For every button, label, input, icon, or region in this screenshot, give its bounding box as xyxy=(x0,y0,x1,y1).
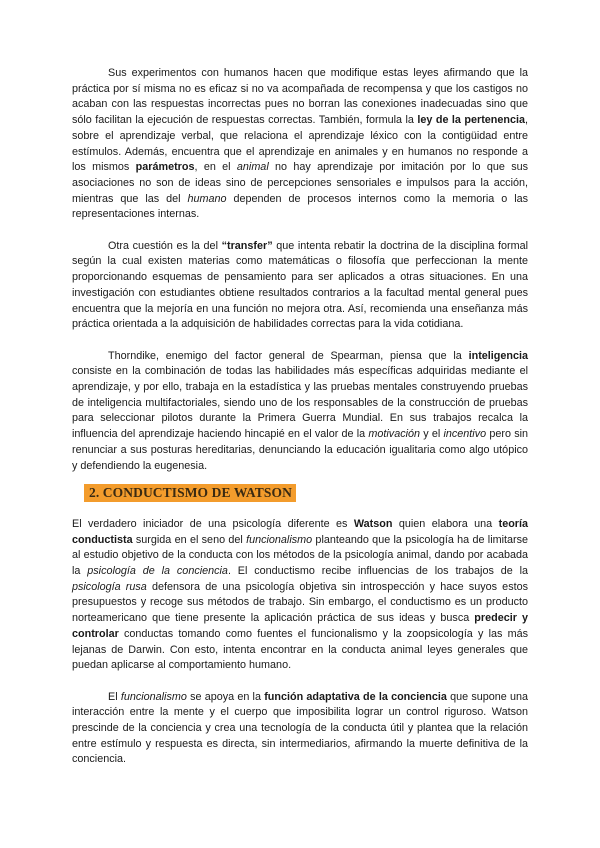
italic-term: animal xyxy=(236,161,269,174)
paragraph-intelligence xyxy=(72,349,528,475)
text-run: Otra cuestión es la del xyxy=(108,239,222,252)
text-run: Sus experimentos con humanos hacen que modifique estas leyes afirmando que la práctica por sí misma no es eficaz si no va acompañada de recompensa y que los castigos no acaban con las respuestas incorrectas pues no borran las conexiones inadecuadas sino que sólo facilitan la ejecución de respuestas correctas. También, formula la xyxy=(72,67,528,127)
paragraph-functionalism xyxy=(72,690,528,769)
bold-term: predecir y controlar xyxy=(72,612,528,640)
text-run: planteando que la psicología ha de limitarse al estudio objetivo de la conducta con los métodos de la psicología animal, dando por acabada la xyxy=(72,533,528,578)
text-run: quien elabora una xyxy=(392,517,499,530)
bold-term: Watson xyxy=(353,517,393,530)
italic-term: humano xyxy=(187,192,227,205)
text-run: pero sin renunciar a sus posturas hereditarias, denunciando la educación igualitaria como algo utópico y defendiendo la eugenesia. xyxy=(72,428,528,472)
document-page xyxy=(72,66,528,768)
text-run: que intenta rebatir la doctrina de la disciplina formal según la cual existen materias como matemáticas o filosofía que perfeccionan la mente proporcionando esquemas de pensamiento para ser aplicados a otras situaciones. En una investigación con estudiantes obtiene resultados contrarios a la facultad mental general pues encuentra que la mejoría en una función no mejora otra. Así, recomienda una enseñanza más práctica orientada a la adquisición de habilidades correctas para la vida cotidiana. xyxy=(72,239,528,331)
section-heading-wrap xyxy=(84,484,528,503)
paragraph-gap xyxy=(72,223,528,239)
text-run: conductas tomando como fuentes el funcionalismo y la zoopsicología y las más lejanas de Darwin. Con esto, intenta encontrar en la conducta animal leyes generales que puedan aplicarse al comportamiento humano. xyxy=(72,627,528,672)
italic-term: funcionalismo xyxy=(120,690,187,703)
text-run: , en el xyxy=(194,161,237,174)
bold-term: teoría conductista xyxy=(72,517,528,546)
text-run: dependen de procesos internos como la memoria o las representaciones internas. xyxy=(72,192,529,221)
paragraph-gap xyxy=(72,333,528,349)
paragraph-watson-intro xyxy=(72,517,528,674)
paragraph-gap xyxy=(72,674,528,690)
text-run: y el xyxy=(420,428,444,441)
italic-term: incentivo xyxy=(443,428,487,441)
italic-term: motivación xyxy=(368,428,421,441)
text-run: Thorndike, enemigo del factor general de Spearman, piensa que la xyxy=(108,349,469,362)
italic-term: psicología rusa xyxy=(72,580,147,593)
text-run: defensora de una psicología objetiva sin introspección y hace suyos estos presupuestos y recoge sus métodos de trabajo. Sin embargo, el conductismo es un producto norteamericano que tiene presente la aplicación práctica de sus ideas y busca xyxy=(72,580,528,625)
paragraph-thorndike-experiments xyxy=(72,66,528,223)
text-run: El xyxy=(108,690,121,703)
section-heading: 2. CONDUCTISMO DE WATSON xyxy=(84,484,296,502)
bold-term: función adaptativa de la conciencia xyxy=(264,690,447,703)
text-run: consiste en la combinación de todas las habilidades más específicas adquiridas mediante el aprendizaje, y por ello, trabaja en la estadística y las pruebas mentales construyendo pruebas de inteligencia multifactoriales, siendo uno de los responsables de la construcción de pruebas para seleccionar pilotos durante la Primera Guerra Mundial. En sus trabajos recalca la influencia del aprendizaje haciendo hincapié en el valor de la xyxy=(72,365,528,441)
bold-term: “transfer” xyxy=(221,239,273,252)
italic-term: psicología de la conciencia xyxy=(87,565,228,578)
bold-term: parámetros xyxy=(135,161,195,174)
text-run: . El conductismo recibe influencias de los trabajos de la xyxy=(227,565,529,578)
bold-term: ley de la pertenencia xyxy=(417,114,525,127)
paragraph-transfer xyxy=(72,239,528,333)
text-run: El verdadero iniciador de una psicología diferente es xyxy=(72,517,354,530)
text-run: no hay aprendizaje por imitación por lo que sus asociaciones no son de ideas sino de percepciones sensoriales e impulsos para la acción, mientras que las del xyxy=(72,161,528,205)
text-run: que supone una interacción entre la mente y el cuerpo que imposibilita lograr un control riguroso. Watson prescinde de la conciencia y crea una tecnología de la conducta útil y plantea que la relación entre estímulo y respuesta es directa, sin intermediarios, afirmando la muerte definitiva de la conciencia. xyxy=(72,690,528,766)
text-run: se apoya en la xyxy=(186,690,265,703)
text-run: , sobre el aprendizaje verbal, que relaciona el aprendizaje léxico con la contigüidad entre estímulos. Además, encuentra que el aprendizaje en animales y en humanos no responde a los mismos xyxy=(72,114,528,174)
bold-term: inteligencia xyxy=(468,349,528,362)
text-run: surgida en el seno del xyxy=(132,533,247,546)
italic-term: funcionalismo xyxy=(246,533,313,546)
